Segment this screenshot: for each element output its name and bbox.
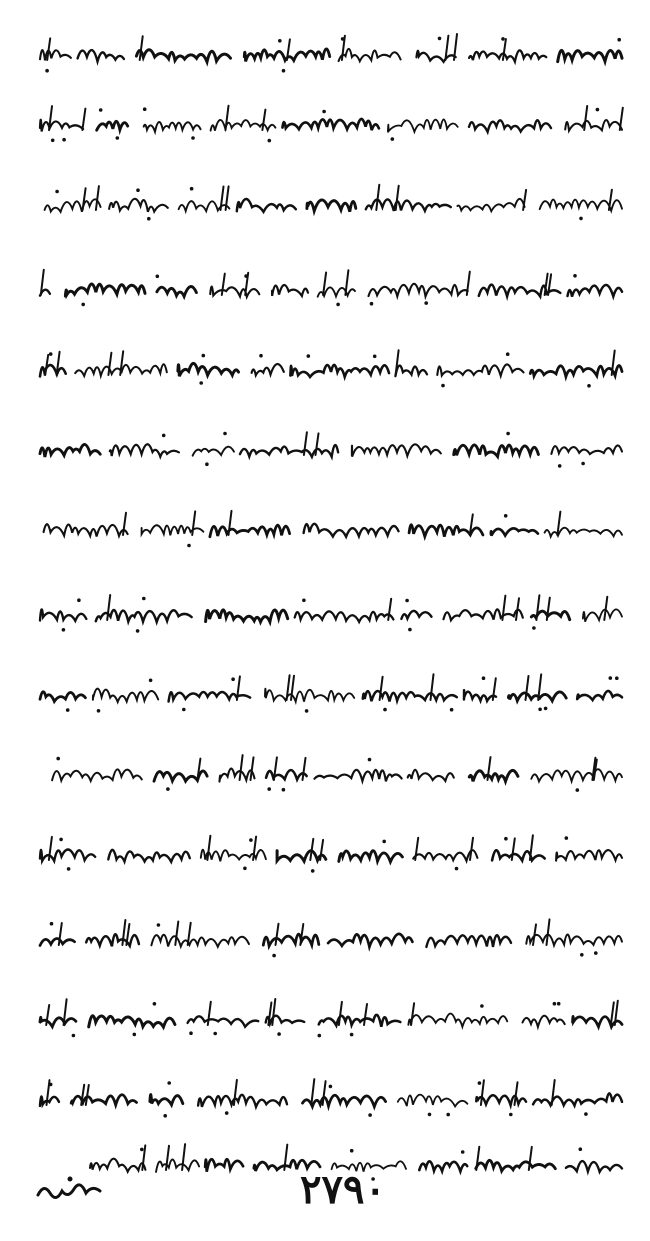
manuscript-line	[30, 180, 630, 224]
handwriting-ascender	[175, 922, 178, 946]
handwriting-stroke	[545, 528, 622, 537]
handwriting-dot	[509, 1113, 513, 1117]
handwriting-ascender	[192, 511, 195, 535]
handwriting-ascender	[96, 186, 99, 210]
handwriting-dot	[163, 1114, 167, 1118]
handwriting-stroke	[469, 770, 518, 781]
handwriting-dot	[581, 462, 585, 466]
handwriting-stroke	[437, 364, 523, 375]
handwriting-stroke	[40, 444, 100, 457]
handwriting-stroke	[476, 1095, 526, 1105]
handwriting-dot	[480, 1004, 484, 1008]
handwriting-dot	[573, 274, 577, 278]
handwriting-stroke	[266, 770, 307, 779]
handwriting-stroke	[531, 769, 622, 781]
handwriting-stroke	[556, 850, 622, 861]
handwriting-stroke	[205, 1159, 243, 1171]
handwriting-dot	[136, 188, 140, 192]
handwriting-stroke	[369, 284, 468, 297]
handwriting-ascender	[411, 1003, 414, 1025]
handwriting-dot	[580, 953, 584, 957]
handwriting-stroke	[319, 1015, 401, 1027]
handwriting-stroke	[52, 769, 142, 780]
manuscript-line	[30, 750, 630, 794]
handwriting-ascender	[547, 919, 550, 945]
handwriting-dot	[166, 787, 170, 791]
handwriting-stroke	[40, 365, 66, 376]
handwriting-stroke	[426, 935, 511, 947]
handwriting-ascender	[226, 106, 229, 130]
handwriting-dot	[350, 1033, 354, 1037]
handwriting-stroke	[395, 366, 427, 377]
handwriting-stroke	[565, 120, 622, 131]
handwriting-dot	[249, 838, 253, 842]
handwriting-dot	[77, 598, 81, 602]
handwriting-stroke	[464, 690, 496, 701]
handwriting-stroke	[93, 689, 158, 702]
handwriting-stroke	[150, 1095, 183, 1105]
handwriting-stroke	[290, 365, 389, 377]
handwriting-dot	[596, 108, 600, 112]
handwriting-stroke	[220, 769, 255, 782]
handwriting-ascender	[364, 1004, 367, 1025]
handwriting-dot	[532, 626, 536, 630]
handwriting-dot	[268, 139, 272, 143]
handwriting-dot	[382, 840, 386, 844]
manuscript-line	[30, 345, 630, 389]
handwriting-dot	[99, 108, 103, 112]
handwriting-dot	[243, 867, 247, 871]
handwriting-stroke	[366, 199, 451, 210]
handwriting-dot	[190, 187, 194, 191]
handwriting-stroke	[136, 50, 230, 62]
handwriting-stroke	[339, 49, 401, 61]
handwriting-ascender	[240, 755, 243, 780]
handwriting-stroke	[583, 609, 622, 621]
handwriting-stroke	[110, 444, 179, 456]
handwriting-dot	[544, 707, 548, 711]
handwriting-ascender	[47, 38, 50, 60]
handwriting-dot	[244, 274, 248, 278]
handwriting-stroke	[188, 1016, 259, 1026]
handwriting-dot	[213, 1032, 217, 1036]
handwriting-stroke	[151, 935, 249, 947]
handwriting-dot	[501, 37, 505, 41]
handwriting-stroke	[492, 850, 545, 860]
handwriting-stroke	[277, 851, 326, 861]
handwriting-stroke	[551, 445, 622, 454]
handwriting-dot	[538, 708, 542, 712]
handwriting-stroke	[109, 199, 168, 212]
handwriting-dot	[438, 37, 442, 41]
manuscript-line	[30, 590, 630, 634]
handwriting-ascender	[262, 110, 265, 130]
handwriting-dot	[278, 39, 282, 43]
handwriting-dot	[318, 1034, 322, 1038]
handwriting-stroke	[408, 770, 454, 781]
handwriting-stroke	[40, 50, 71, 60]
handwriting-dot	[282, 69, 286, 73]
handwriting-dot	[140, 1148, 144, 1152]
handwriting-dot	[579, 1147, 583, 1151]
handwriting-stroke	[210, 525, 290, 537]
handwriting-stroke	[65, 284, 145, 296]
handwriting-dot	[199, 381, 203, 385]
handwriting-dot	[383, 708, 387, 712]
handwriting-dot	[504, 837, 508, 841]
handwriting-ascender	[303, 758, 306, 780]
handwriting-dot	[72, 1034, 76, 1038]
handwriting-ascender	[222, 274, 225, 295]
handwriting-dot	[368, 758, 372, 762]
handwriting-ascender	[415, 838, 418, 860]
handwriting-stroke	[40, 609, 86, 620]
manuscript-line	[30, 670, 630, 714]
manuscript-line	[30, 915, 630, 959]
handwriting-stroke	[363, 691, 457, 701]
handwriting-stroke	[40, 938, 75, 945]
handwriting-dot	[336, 303, 340, 307]
handwriting-stroke	[444, 609, 523, 620]
handwriting-dot	[579, 217, 583, 221]
handwriting-stroke	[211, 120, 276, 131]
handwriting-dot	[322, 110, 326, 114]
handwriting-dot	[66, 708, 70, 712]
handwriting-dot	[45, 69, 49, 73]
handwriting-stroke	[157, 287, 197, 297]
handwriting-dot	[553, 1002, 557, 1006]
handwriting-dot	[455, 867, 459, 871]
handwriting-stroke	[303, 1095, 386, 1106]
handwriting-dot	[504, 514, 508, 518]
handwriting-dot	[182, 708, 186, 712]
handwriting-dot	[609, 676, 613, 680]
handwriting-dot	[267, 787, 271, 791]
handwriting-stroke	[206, 610, 288, 622]
handwriting-stroke	[388, 119, 458, 131]
handwriting-stroke	[263, 934, 319, 946]
handwriting-dot	[153, 1002, 157, 1006]
handwriting-ascender	[470, 838, 473, 860]
handwriting-dot	[223, 432, 227, 436]
handwriting-stroke	[304, 524, 399, 537]
handwriting-dot	[191, 136, 195, 140]
page-number	[300, 1160, 450, 1220]
handwriting-dot	[116, 136, 120, 140]
handwriting-stroke	[252, 364, 284, 375]
handwriting-stroke	[352, 444, 441, 456]
handwriting-stroke	[523, 1016, 565, 1027]
handwriting-ascender	[604, 597, 607, 620]
handwriting-ascender	[376, 185, 379, 210]
handwriting-stroke	[307, 200, 356, 212]
handwriting-dot	[441, 384, 445, 388]
handwriting-stroke	[283, 119, 379, 130]
handwriting-dot	[142, 597, 146, 601]
handwriting-dot	[584, 1112, 588, 1116]
handwriting-dot	[478, 1081, 482, 1085]
handwriting-ascender	[276, 924, 279, 945]
handwriting-dot	[231, 677, 235, 681]
manuscript-line	[30, 995, 630, 1039]
handwriting-dot	[506, 352, 510, 356]
handwriting-dot	[405, 599, 409, 603]
handwriting-stroke	[476, 1160, 556, 1171]
handwriting-stroke	[568, 285, 623, 297]
page-number-text: ٢٧٩٠	[300, 1166, 386, 1213]
handwriting-stroke	[566, 1161, 622, 1172]
handwriting-dot	[446, 1113, 450, 1117]
handwriting-stroke	[40, 692, 85, 702]
handwriting-dot	[350, 1149, 354, 1153]
manuscript-line	[30, 505, 630, 549]
handwriting-dot	[370, 302, 374, 306]
handwriting-dot	[428, 1113, 432, 1117]
handwriting-dot	[424, 301, 428, 305]
handwriting-dot	[450, 708, 454, 712]
handwriting-dot	[617, 38, 621, 42]
handwriting-dot	[205, 462, 209, 466]
handwriting-stroke	[45, 199, 101, 212]
handwriting-dot	[615, 676, 619, 680]
handwriting-dot	[149, 679, 153, 683]
manuscript-line	[30, 1075, 630, 1119]
manuscript-line	[30, 425, 630, 469]
handwriting-dot	[157, 923, 161, 927]
handwriting-ascender	[82, 109, 85, 130]
handwriting-dot	[373, 355, 377, 359]
handwriting-dot	[143, 107, 147, 111]
handwriting-dot	[329, 1085, 333, 1089]
handwriting-stroke	[526, 935, 622, 946]
handwriting-stroke	[86, 934, 139, 946]
handwriting-stroke	[193, 447, 234, 456]
handwriting-dot	[305, 709, 309, 713]
catchword	[30, 1165, 110, 1215]
manuscript-line	[30, 100, 630, 144]
handwriting-ascender	[272, 999, 275, 1025]
handwriting-stroke	[457, 199, 524, 211]
handwriting-ascender	[396, 186, 399, 210]
handwriting-stroke	[401, 611, 431, 619]
handwriting-dot	[133, 1033, 137, 1037]
manuscript-line	[30, 830, 630, 874]
handwriting-stroke	[198, 1095, 287, 1107]
handwriting-dot	[558, 464, 562, 468]
handwriting-stroke	[454, 445, 539, 457]
handwriting-dot	[51, 139, 55, 143]
handwriting-ascender	[208, 1002, 211, 1025]
handwriting-stroke	[272, 285, 308, 296]
handwriting-dot	[594, 951, 598, 955]
handwriting-stroke	[533, 1093, 622, 1105]
handwriting-stroke	[97, 121, 128, 130]
manuscript-line	[30, 30, 630, 74]
handwriting-dot	[55, 190, 59, 194]
handwriting-dot	[97, 709, 101, 713]
handwriting-dot	[259, 354, 263, 358]
handwriting-dot	[225, 1111, 229, 1115]
handwriting-stroke	[78, 50, 124, 61]
handwriting-stroke	[469, 120, 551, 132]
handwriting-dot	[282, 788, 286, 792]
handwriting-stroke	[339, 851, 403, 862]
handwriting-stroke	[44, 524, 128, 536]
handwriting-dot	[341, 37, 345, 41]
handwriting-dot	[81, 303, 85, 307]
handwriting-dot	[62, 628, 66, 632]
handwriting-dot	[565, 836, 569, 840]
handwriting-dot	[189, 1031, 193, 1035]
handwriting-dot	[587, 384, 591, 388]
handwriting-stroke	[413, 850, 477, 861]
handwriting-dot	[156, 275, 160, 279]
handwriting-dot	[302, 599, 306, 603]
handwriting-ascender	[323, 1081, 326, 1105]
handwriting-stroke	[210, 287, 259, 297]
handwriting-dot	[482, 676, 486, 680]
handwriting-dot	[136, 629, 140, 633]
handwriting-stroke	[108, 850, 190, 862]
handwriting-dot	[576, 788, 580, 792]
handwriting-dot	[67, 867, 71, 871]
handwriting-dot	[49, 352, 53, 356]
handwriting-stroke	[144, 122, 201, 132]
handwriting-dot	[311, 869, 315, 873]
handwriting-stroke	[315, 770, 402, 781]
handwriting-ascender	[339, 1002, 342, 1025]
handwriting-dot	[391, 137, 395, 141]
handwriting-stroke	[265, 689, 354, 702]
handwriting-stroke	[89, 1016, 175, 1027]
handwriting-ascender	[584, 106, 587, 130]
handwriting-stroke	[40, 120, 83, 132]
handwriting-dot	[50, 922, 54, 926]
handwriting-stroke	[240, 445, 338, 457]
handwriting-dot	[272, 954, 276, 958]
handwriting-stroke	[577, 691, 622, 700]
handwriting-stroke	[408, 1014, 507, 1027]
handwriting-stroke	[96, 610, 192, 622]
handwriting-stroke	[156, 1159, 199, 1171]
handwriting-stroke	[40, 1097, 59, 1106]
handwriting-stroke	[295, 611, 394, 622]
handwriting-stroke	[491, 528, 538, 535]
handwriting-stroke	[398, 1095, 468, 1107]
handwriting-dot	[162, 434, 166, 438]
handwriting-dot	[368, 1113, 372, 1117]
handwriting-dot	[202, 354, 206, 358]
handwriting-stroke	[266, 1016, 305, 1024]
handwriting-dot	[49, 1083, 53, 1087]
handwriting-stroke	[328, 934, 412, 947]
handwriting-ascender	[512, 838, 515, 860]
handwriting-dot	[167, 1081, 171, 1085]
handwriting-dot	[307, 354, 311, 358]
handwriting-ascender	[316, 433, 319, 455]
handwriting-ascender	[86, 1085, 89, 1105]
handwriting-stroke	[530, 366, 622, 377]
handwriting-dot	[59, 838, 63, 842]
handwriting-dot	[461, 1150, 465, 1154]
handwriting-dot	[506, 432, 510, 436]
handwriting-dot	[277, 1032, 281, 1036]
handwriting-ascender	[234, 1080, 237, 1105]
handwriting-ascender	[345, 270, 348, 295]
handwriting-dot	[147, 217, 151, 221]
handwriting-dot	[56, 757, 60, 761]
handwriting-dot	[62, 138, 66, 142]
handwriting-stroke	[178, 363, 239, 376]
handwriting-stroke	[558, 50, 622, 61]
handwriting-stroke	[417, 51, 456, 62]
handwriting-stroke	[201, 850, 266, 862]
manuscript-line	[30, 265, 630, 309]
handwriting-stroke	[237, 199, 296, 212]
handwriting-dot	[187, 544, 191, 548]
handwriting-stroke	[469, 50, 546, 61]
handwriting-dot	[557, 1002, 561, 1006]
handwriting-dot	[408, 628, 412, 632]
